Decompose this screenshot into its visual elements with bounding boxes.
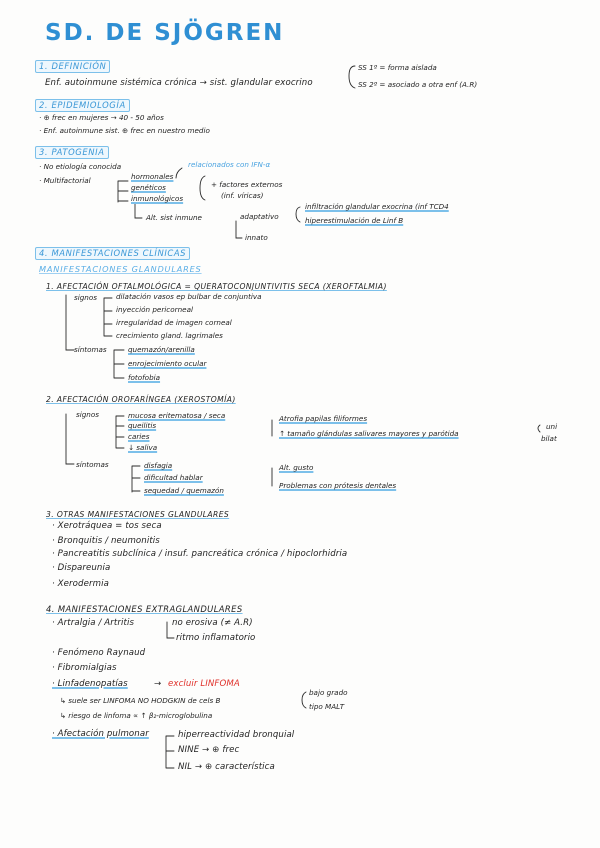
afectacion-pulmonar: · Afectación pulmonar bbox=[52, 729, 149, 739]
riesgo-linfoma: ↳ riesgo de linfoma ∝ ↑ β₂-microglobulina bbox=[60, 711, 213, 720]
fibromialgias: · Fibromialgias bbox=[52, 663, 117, 673]
ss1-text: SS 1º = forma aislada bbox=[358, 63, 437, 72]
glandular-bronquitis: · Bronquitis / neumonitis bbox=[52, 536, 160, 546]
factor-geneticos: genéticos bbox=[131, 183, 166, 192]
extraglandulares-heading: 4. MANIFESTACIONES EXTRAGLANDULARES bbox=[46, 604, 243, 614]
no-erosiva: no erosiva (≠ A.R) bbox=[172, 618, 253, 628]
sintoma-disfagia: disfagia bbox=[144, 461, 173, 470]
sintoma-fotofobia: fotofobia bbox=[128, 373, 161, 382]
section-epidemiologia-heading: 2. EPIDEMIOLOGÍA bbox=[35, 99, 130, 112]
glandular-pancreatitis: · Pancreatitis subclínica / insuf. pancreática crónica / hipoclorhidria bbox=[52, 549, 348, 559]
epidemiologia-line-1: · ⊕ frec en mujeres → 40 - 50 años bbox=[39, 113, 164, 122]
signo-queilitis: queilitis bbox=[128, 421, 157, 430]
alt-gusto: Alt. gusto bbox=[279, 463, 314, 472]
oftalmo-sintomas: síntomas bbox=[74, 345, 107, 354]
afectacion-orofaringea-heading: 2. AFECTACIÓN OROFARÍNGEA (XEROSTOMÍA) bbox=[46, 395, 236, 404]
adaptativo: adaptativo bbox=[240, 212, 279, 221]
hiperestimulacion-linf-b: hiperestimulación de Linf B bbox=[305, 216, 404, 225]
signo-inyeccion: inyección pericorneal bbox=[116, 305, 193, 314]
signo-saliva: ↓ saliva bbox=[128, 443, 158, 452]
oftalmo-signos: signos bbox=[74, 293, 98, 302]
manifestaciones-glandulares-subheading: MANIFESTACIONES GLANDULARES bbox=[39, 264, 202, 274]
excluir-linfoma: excluir LINFOMA bbox=[168, 679, 240, 689]
infecciones-viricas: (inf. víricas) bbox=[221, 191, 264, 200]
artralgia-artritis: · Artralgia / Artritis bbox=[52, 618, 135, 628]
bilat-label: bilat bbox=[541, 434, 557, 443]
signo-irregularidad: irregularidad de imagen corneal bbox=[116, 318, 232, 327]
linfadenopatias-arrow: → bbox=[154, 679, 162, 689]
innato: innato bbox=[245, 233, 268, 242]
section-definicion-heading: 1. DEFINICIÓN bbox=[35, 60, 110, 73]
problemas-protesis: Problemas con prótesis dentales bbox=[279, 481, 397, 490]
ifn-note: relacionados con IFN-α bbox=[188, 160, 271, 169]
definicion-text: Enf. autoinmune sistémica crónica → sist. glandular exocrino bbox=[45, 78, 313, 88]
factores-externos: + factores externos bbox=[211, 180, 283, 189]
oro-sintomas: síntomas bbox=[76, 460, 109, 469]
factor-inmunologicos: inmunológicos bbox=[131, 194, 184, 203]
linfadenopatias: · Linfadenopatías bbox=[52, 679, 128, 689]
patogenia-etiologia: · No etiología conocida bbox=[39, 162, 122, 171]
sintoma-enrojecimiento: enrojecimiento ocular bbox=[128, 359, 207, 368]
sintoma-dificultad-hablar: dificultad hablar bbox=[144, 473, 203, 482]
afectacion-oftalmologica-heading: 1. AFECTACIÓN OFTALMOLÓGICA = QUERATOCONJUNTIVITIS SECA (XEROFTALMIA) bbox=[46, 282, 387, 291]
epidemiologia-line-2: · Enf. autoinmune sist. ⊕ frec en nuestro medio bbox=[39, 126, 210, 135]
signo-mucosa: mucosa eritematosa / seca bbox=[128, 411, 226, 420]
patogenia-multifactorial: · Multifactorial bbox=[39, 176, 91, 185]
tamano-glandulas: ↑ tamaño glándulas salivares mayores y parótida bbox=[279, 429, 459, 438]
section-patogenia-heading: 3. PATOGENIA bbox=[35, 146, 109, 159]
alt-sist-inmune: Alt. sist inmune bbox=[146, 213, 202, 222]
sintoma-quemazon: quemazón/arenilla bbox=[128, 345, 195, 354]
ss2-text: SS 2º = asociado a otra enf (A.R) bbox=[358, 80, 478, 89]
sintoma-sequedad: sequedad / quemazón bbox=[144, 486, 224, 495]
glandular-dispareunia: · Dispareunia bbox=[52, 563, 111, 573]
page-title: SD. DE SJÖGREN bbox=[45, 20, 285, 46]
oro-signos: signos bbox=[76, 410, 100, 419]
uni-label: uni bbox=[546, 422, 558, 431]
linfoma-no-hodgkin: ↳ suele ser LINFOMA NO HODGKIN de cels B bbox=[60, 696, 221, 705]
infiltracion-glandular: infiltración glandular exocrina (inf TCD4 bbox=[305, 202, 449, 211]
section-manifestaciones-heading: 4. MANIFESTACIONES CLÍNICAS bbox=[35, 247, 190, 260]
hiperreactividad-bronquial: hiperreactividad bronquial bbox=[178, 730, 295, 740]
atrofia-papilas: Atrofia papilas filiformes bbox=[279, 414, 368, 423]
signo-caries: caries bbox=[128, 432, 150, 441]
fenomeno-raynaud: · Fenómeno Raynaud bbox=[52, 648, 146, 658]
tipo-malt: tipo MALT bbox=[309, 702, 345, 711]
otras-manifestaciones-heading: 3. OTRAS MANIFESTACIONES GLANDULARES bbox=[46, 510, 230, 519]
signo-dilatacion: dilatación vasos ep bulbar de conjuntiva bbox=[116, 292, 262, 301]
nine-frec: NINE → ⊕ frec bbox=[178, 745, 240, 755]
factor-hormonales: hormonales bbox=[131, 172, 174, 181]
signo-crecimiento: crecimiento gland. lagrimales bbox=[116, 331, 223, 340]
glandular-xerodermia: · Xerodermia bbox=[52, 579, 109, 589]
ritmo-inflamatorio: ritmo inflamatorio bbox=[176, 633, 256, 643]
bajo-grado: bajo grado bbox=[309, 688, 348, 697]
nil-caracteristica: NIL → ⊕ característica bbox=[178, 762, 275, 772]
glandular-xerotraquea: · Xerotráquea = tos seca bbox=[52, 521, 162, 531]
